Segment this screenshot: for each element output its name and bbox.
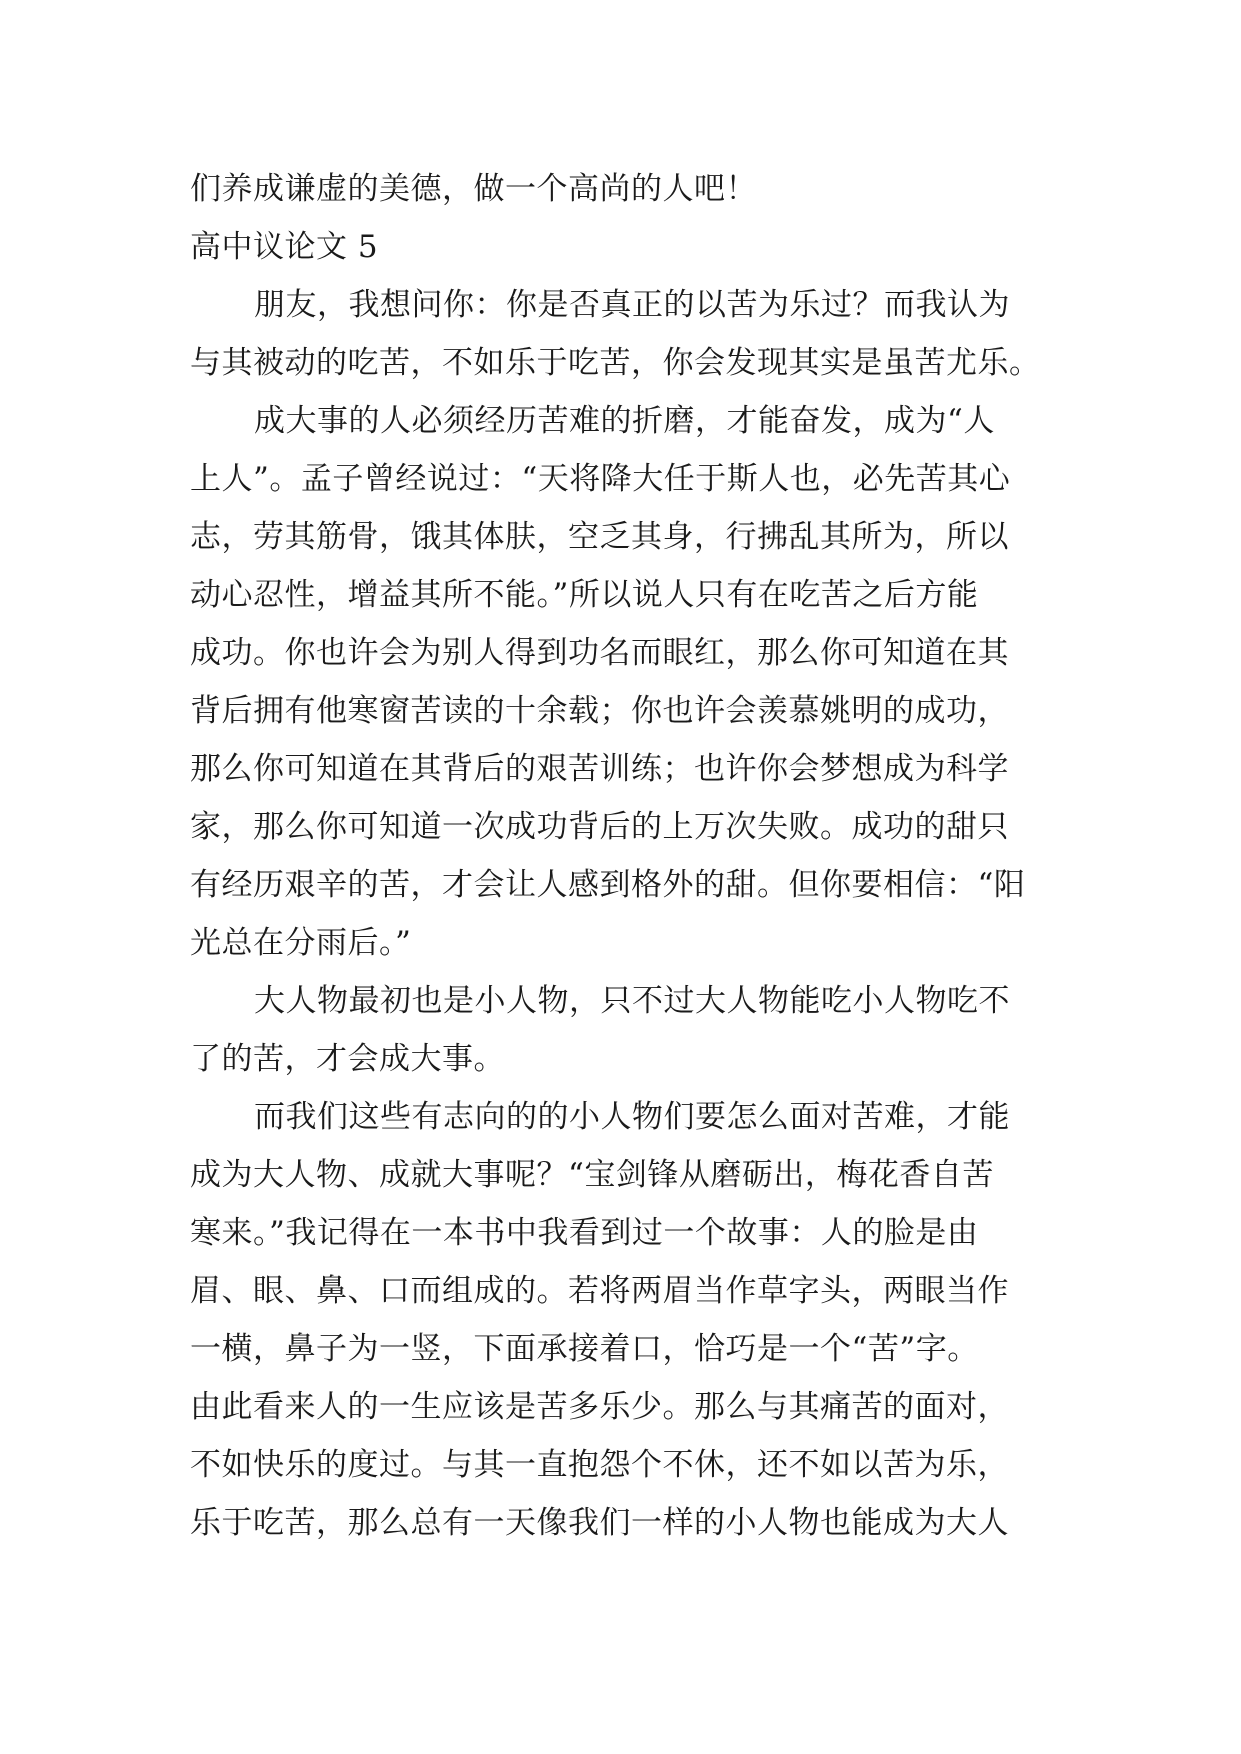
text-line: 成功。你也许会为别人得到功名而眼红，那么你可知道在其 [190, 635, 1009, 671]
essay-text [190, 160, 1070, 1552]
text-line: 成为大人物、成就大事呢？“宝剑锋从磨砺出，梅花香自苦 [190, 1157, 994, 1193]
text-line: 不如快乐的度过。与其一直抱怨个不休，还不如以苦为乐， [190, 1447, 1009, 1483]
text-line: 有经历艰辛的苦，才会让人感到格外的甜。但你要相信：“阳 [190, 867, 1026, 903]
paragraph-start-line: 而我们这些有志向的的小人物们要怎么面对苦难，才能 [254, 1099, 1010, 1135]
paragraph-start-line: 大人物最初也是小人物，只不过大人物能吃小人物吃不 [254, 983, 1010, 1019]
text-line: 乐于吃苦，那么总有一天像我们一样的小人物也能成为大人 [190, 1505, 1009, 1541]
text-line: 动心忍性，增益其所不能。”所以说人只有在吃苦之后方能 [190, 577, 979, 613]
text-line: 了的苦，才会成大事。 [190, 1041, 505, 1077]
text-line: 光总在分雨后。” [190, 925, 412, 961]
text-line: 们养成谦虚的美德，做一个高尚的人吧！ [190, 171, 757, 207]
text-line: 眉、眼、鼻、口而组成的。若将两眉当作草字头，两眼当作 [190, 1273, 1009, 1309]
text-line: 一横，鼻子为一竖，下面承接着口，恰巧是一个“苦”字。 [190, 1331, 979, 1367]
text-line: 由此看来人的一生应该是苦多乐少。那么与其痛苦的面对， [190, 1389, 1009, 1425]
paragraph-start-line: 成大事的人必须经历苦难的折磨，才能奋发，成为“人 [254, 403, 995, 439]
text-line: 志，劳其筋骨，饿其体肤，空乏其身，行拂乱其所为，所以 [190, 519, 1009, 555]
text-line: 那么你可知道在其背后的艰苦训练；也许你会梦想成为科学 [190, 751, 1009, 787]
text-line: 背后拥有他寒窗苦读的十余载；你也许会羡慕姚明的成功， [190, 693, 1009, 729]
text-line: 与其被动的吃苦，不如乐于吃苦，你会发现其实是虽苦尤乐。 [190, 345, 1041, 381]
text-line: 上人”。孟子曾经说过：“天将降大任于斯人也，必先苦其心 [190, 461, 1011, 497]
section-heading: 高中议论文 5 [190, 229, 379, 265]
paragraph-start-line: 朋友，我想问你：你是否真正的以苦为乐过？而我认为 [254, 287, 1010, 323]
text-line: 家，那么你可知道一次成功背后的上万次失败。成功的甜只 [190, 809, 1009, 845]
text-line: 寒来。”我记得在一本书中我看到过一个故事：人的脸是由 [190, 1215, 979, 1251]
